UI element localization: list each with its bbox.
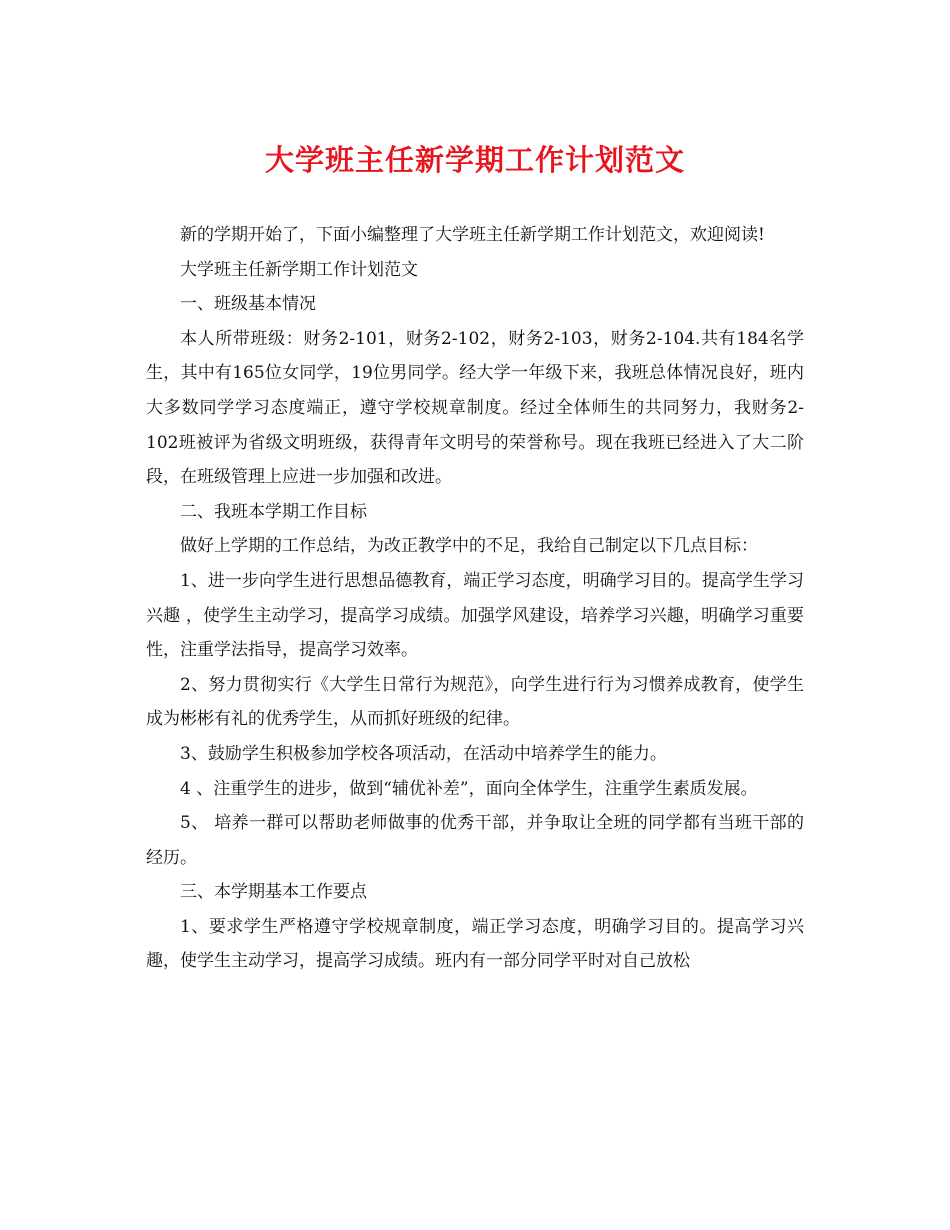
class-info-paragraph: 本人所带班级：财务2-101，财务2-102，财务2-103，财务2-104.共有184名学生，其中有165位女同学，19位男同学。经大学一年级下来，我班总体情况良好，班内大多数同学学习态度端正，遵守学校规章制度。经过全体师生的共同努力，我财务2-102班被评为省级文明班级，获得青年文明号的荣誉称号。现在我班已经进入了大二阶段，在班级管理上应进一步加强和改进。 — [146, 328, 804, 488]
goal-item-5: 5、 培养一群可以帮助老师做事的优秀干部，并争取让全班的同学都有当班干部的经历。 — [146, 813, 804, 868]
section-heading-2: 二、我班本学期工作目标 — [180, 501, 367, 522]
goal-item-3: 3、鼓励学生积极参加学校各项活动，在活动中培养学生的能力。 — [180, 743, 667, 764]
goal-item-1: 1、进一步向学生进行思想品德教育，端正学习态度，明确学习目的。提高学生学习兴趣 ，使学生主动学习，提高学习成绩。加强学风建设，培养学习兴趣，明确学习重要性，注重学法指导，提高学习效率。 — [146, 570, 804, 661]
goal-item-2: 2、努力贯彻实行《大学生日常行为规范》，向学生进行行为习惯养成教育，使学生成为彬彬有礼的优秀学生，从而抓好班级的纪律。 — [146, 674, 804, 730]
document-body — [146, 218, 804, 979]
document-title: 大学班主任新学期工作计划范文 — [264, 143, 685, 177]
work-point-1: 1、要求学生严格遵守学校规章制度，端正学习态度，明确学习目的。提高学习兴趣，使学生主动学习，提高学习成绩。班内有一部分同学平时对自己放松 — [146, 916, 804, 972]
section-heading-1: 一、班级基本情况 — [180, 294, 316, 315]
goals-intro-paragraph: 做好上学期的工作总结，为改正教学中的不足，我给自己制定以下几点目标： — [180, 536, 758, 557]
intro-paragraph: 新的学期开始了，下面小编整理了大学班主任新学期工作计划范文，欢迎阅读! — [180, 225, 765, 245]
subtitle-paragraph: 大学班主任新学期工作计划范文 — [180, 259, 418, 280]
section-heading-3: 三、本学期基本工作要点 — [180, 882, 367, 903]
goal-item-4: 4 、注重学生的进步，做到“辅优补差”，面向全体学生，注重学生素质发展。 — [180, 778, 758, 799]
